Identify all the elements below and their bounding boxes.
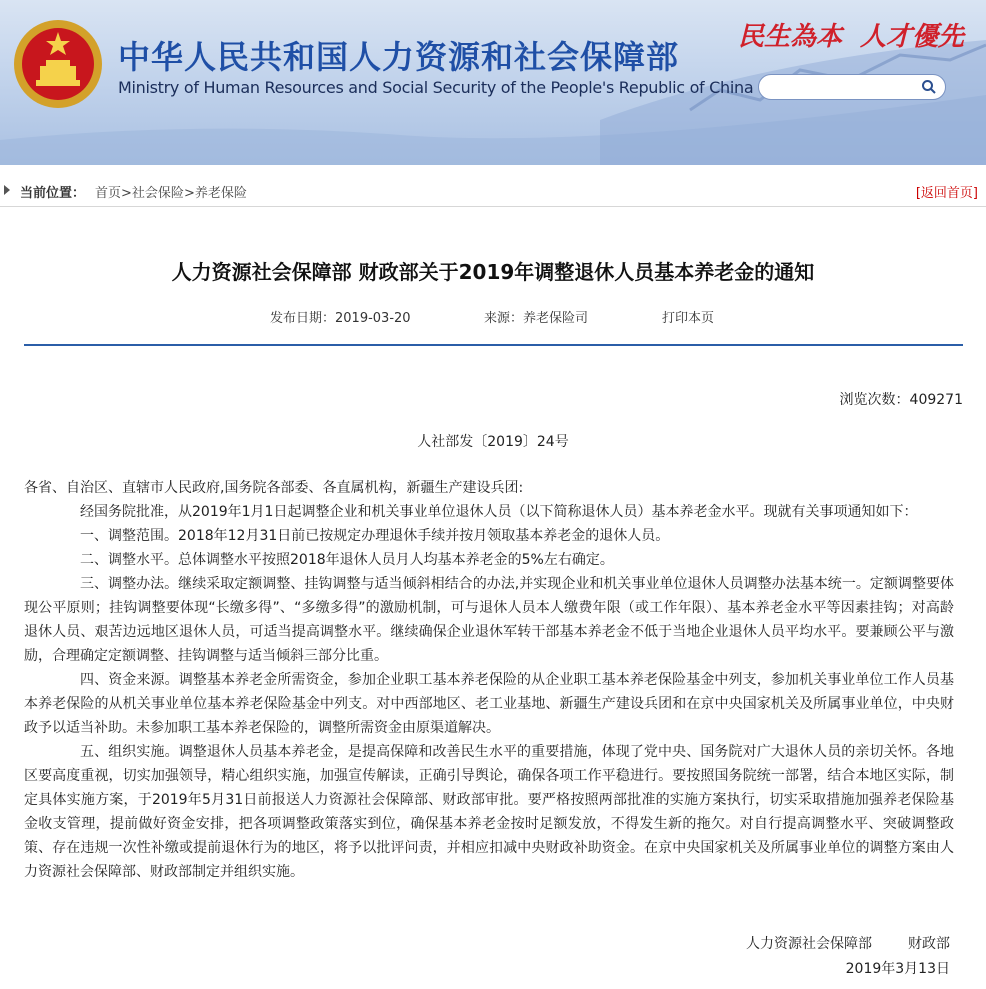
- article-title: 人力资源社会保障部 财政部关于2019年调整退休人员基本养老金的通知: [171, 260, 815, 284]
- national-emblem-icon: [10, 16, 106, 112]
- breadcrumb-pension-insurance[interactable]: 养老保险: [194, 186, 247, 201]
- site-title-cn: 中华人民共和国人力资源和社会保障部: [118, 38, 680, 76]
- print-page-link[interactable]: 打印本页: [662, 311, 715, 326]
- breadcrumb-bar: [0, 176, 986, 207]
- publish-date: 发布日期：2019-03-20: [270, 311, 411, 326]
- salutation: 各省、自治区、直辖市人民政府,国务院各部委、各直属机构，新疆生产建设兵团:: [24, 480, 524, 496]
- breadcrumb-home[interactable]: 首页: [95, 186, 122, 201]
- signatories: [746, 933, 950, 953]
- site-header: [0, 0, 986, 165]
- paragraph: 一、调整范围。2018年12月31日前已按规定办理退休手续并按月领取基本养老金的退休人员。: [80, 528, 670, 544]
- document-number: 人社部发〔2019〕24号: [417, 434, 569, 450]
- back-to-home-link[interactable]: [返回首页]: [915, 186, 978, 201]
- breadcrumb-social-insurance[interactable]: 社会保险: [131, 186, 184, 201]
- breadcrumb: [95, 182, 247, 201]
- signatory-mohrss: 人力资源社会保障部: [746, 936, 872, 952]
- slogan-right: 人才優先: [860, 22, 965, 52]
- paragraph: 经国务院批准，从2019年1月1日起调整企业和机关事业单位退休人员（以下简称退休人员）基本养老金水平。现就有关事项通知如下：: [80, 504, 918, 520]
- paragraph: 二、调整水平。总体调整水平按照2018年退休人员月人均基本养老金的5%左右确定。: [80, 552, 614, 568]
- search-box: [758, 74, 946, 100]
- site-title-en: Ministry of Human Resources and Social Security of the People's Republic of China: [118, 78, 754, 97]
- article-body: [24, 476, 954, 884]
- breadcrumb-arrow-icon: [4, 185, 10, 195]
- breadcrumb-separator: >: [183, 186, 195, 201]
- paragraph: 四、资金来源。调整基本养老金所需资金，参加企业职工基本养老保险的从企业职工基本养老保险基金中列支，参加机关事业单位工作人员基本养老保险的从机关事业单位基本养老保险基金中列支。对中西部地区、老工业基地、新疆生产建设兵团和在京中央国家机关及所属事业单位，中央财政予以适当补助。未参加职工基本养老保险的，调整所需资金由原渠道解决。: [24, 672, 954, 736]
- breadcrumb-label: 当前位置：: [20, 186, 86, 201]
- paragraph: 三、调整办法。继续采取定额调整、挂钩调整与适当倾斜相结合的办法,并实现企业和机关事业单位退休人员调整办法基本统一。定额调整要体现公平原则；挂钩调整要体现“长缴多得”、“多缴多得”的激励机制，可与退休人员本人缴费年限（或工作年限）、基本养老金水平等因素挂钩；对高龄退休人员、艰苦边远地区退休人员，可适当提高调整水平。继续确保企业退休军转干部基本养老金不低于当地企业退休人员平均水平。要兼顾公平与激励，合理确定定额调整、挂钩调整与适当倾斜三部分比重。: [24, 576, 954, 664]
- signatory-mof: 财政部: [908, 936, 950, 952]
- breadcrumb-separator: >: [121, 186, 132, 201]
- title-divider: [24, 344, 963, 346]
- search-icon[interactable]: [921, 79, 937, 95]
- slogan-left: 民生為本: [738, 22, 843, 52]
- site-slogan: [738, 16, 964, 53]
- search-input[interactable]: [771, 79, 915, 97]
- article-source: 来源：养老保险司: [484, 311, 589, 326]
- paragraph: 五、组织实施。调整退休人员基本养老金，是提高保障和改善民生水平的重要措施，体现了党中央、国务院对广大退休人员的亲切关怀。各地区要高度重视，切实加强领导，精心组织实施，加强宣传解读，正确引导舆论，确保各项工作平稳进行。要按照国务院统一部署，结合本地区实际，制定具体实施方案，于2019年5月31日前报送人力资源社会保障部、财政部审批。要严格按照两部批准的实施方案执行，切实采取措施加强养老保险基金收支管理，提前做好资金安排，把各项调整政策落实到位，确保基本养老金按时足额发放，不得发生新的拖欠。对自行提高调整水平、突破调整政策、存在违规一次性补缴或提前退休行为的地区，将予以批评问责，并相应扣减中央财政补助资金。在京中央国家机关及所属事业单位的调整方案由人力资源社会保障部、财政部制定并组织实施。: [24, 744, 954, 880]
- sign-date: 2019年3月13日: [845, 961, 950, 977]
- view-count: 浏览次数：409271: [839, 392, 963, 408]
